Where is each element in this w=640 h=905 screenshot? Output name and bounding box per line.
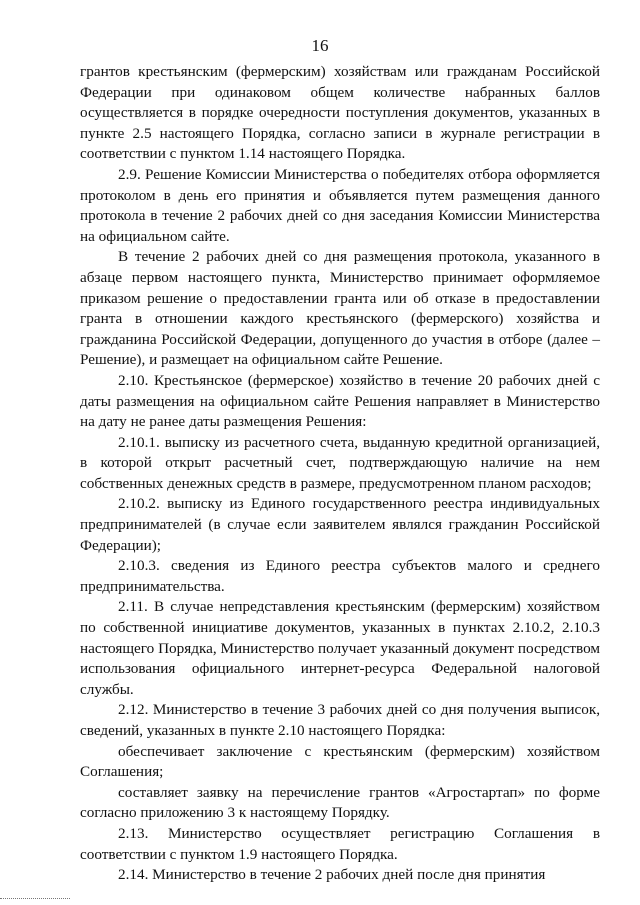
paragraph-2-12-item-1: обеспечивает заключение с крестьянским (фермерским) хозяйством Соглашения; xyxy=(80,742,600,781)
paragraph-continuation: грантов крестьянским (фермерским) хозяйствам или гражданам Российской Федерации при одинаковом общем количестве набранных баллов осуществляется в порядке очередности поступления документов, указанных в пункте 2.5 настоящего Порядка, согласно записи в журнале регистрации в соответствии с пунктом 1.14 настоящего Порядка. xyxy=(80,63,600,163)
paragraph-2-12-item-2: составляет заявку на перечисление грантов «Агростартап» по форме согласно приложению 3 к настоящему Порядку. xyxy=(80,783,600,822)
paragraph-2-13: 2.13. Министерство осуществляет регистрацию Соглашения в соответствии с пунктом 1.9 настоящего Порядка. xyxy=(80,824,600,863)
page-edge-divider xyxy=(0,896,70,899)
document-body xyxy=(80,62,600,886)
paragraph-2-10: 2.10. Крестьянское (фермерское) хозяйство в течение 20 рабочих дней с даты размещения на официальном сайте Решения направляет в Министерство на дату не ранее даты размещения Решения: xyxy=(80,371,600,431)
paragraph-2-12: 2.12. Министерство в течение 3 рабочих дней со дня получения выписок, сведений, указанных в пункте 2.10 настоящего Порядка: xyxy=(80,701,600,739)
paragraph-2-10-1: 2.10.1. выписку из расчетного счета, выданную кредитной организацией, в которой открыт расчетный счет, подтверждающую наличие на нем собственных денежных средств в размере, предусмотренном планом расходов; xyxy=(80,433,600,492)
paragraph-2-11: 2.11. В случае непредставления крестьянским (фермерским) хозяйством по собственной инициативе документов, указанных в пунктах 2.10.2, 2.10.3 настоящего Порядка, Министерство получает указанный документ посредством использования официального интернет-ресурса Федеральной налоговой службы. xyxy=(80,598,600,698)
paragraph-2-14: 2.14. Министерство в течение 2 рабочих дней после дня принятия xyxy=(118,866,546,884)
paragraph-2-10-3: 2.10.3. сведения из Единого реестра субъектов малого и среднего предпринимательства. xyxy=(80,557,600,595)
paragraph-2-9-second: В течение 2 рабочих дней со дня размещения протокола, указанного в абзаце первом настоящего пункта, Министерство принимает оформляемое приказом решение о предоставлении гранта или об отказе в предоставлении гранта в отношении каждого крестьянского (фермерского) хозяйства и гражданина Российской Федерации, допущенного до участия в отборе (далее – Решение), и размещает на официальном сайте Решение. xyxy=(80,248,600,369)
paragraph-2-9: 2.9. Решение Комиссии Министерства о победителях отбора оформляется протоколом в день его принятия и объявляется путем размещения данного протокола в течение 2 рабочих дней со дня заседания Комиссии Министерства на официальном сайте. xyxy=(80,165,600,245)
page-number: 16 xyxy=(311,36,329,55)
paragraph-2-10-2: 2.10.2. выписку из Единого государственного реестра индивидуальных предпринимателей (в случае если заявителем являлся гражданин Российской Федерации); xyxy=(80,495,600,554)
